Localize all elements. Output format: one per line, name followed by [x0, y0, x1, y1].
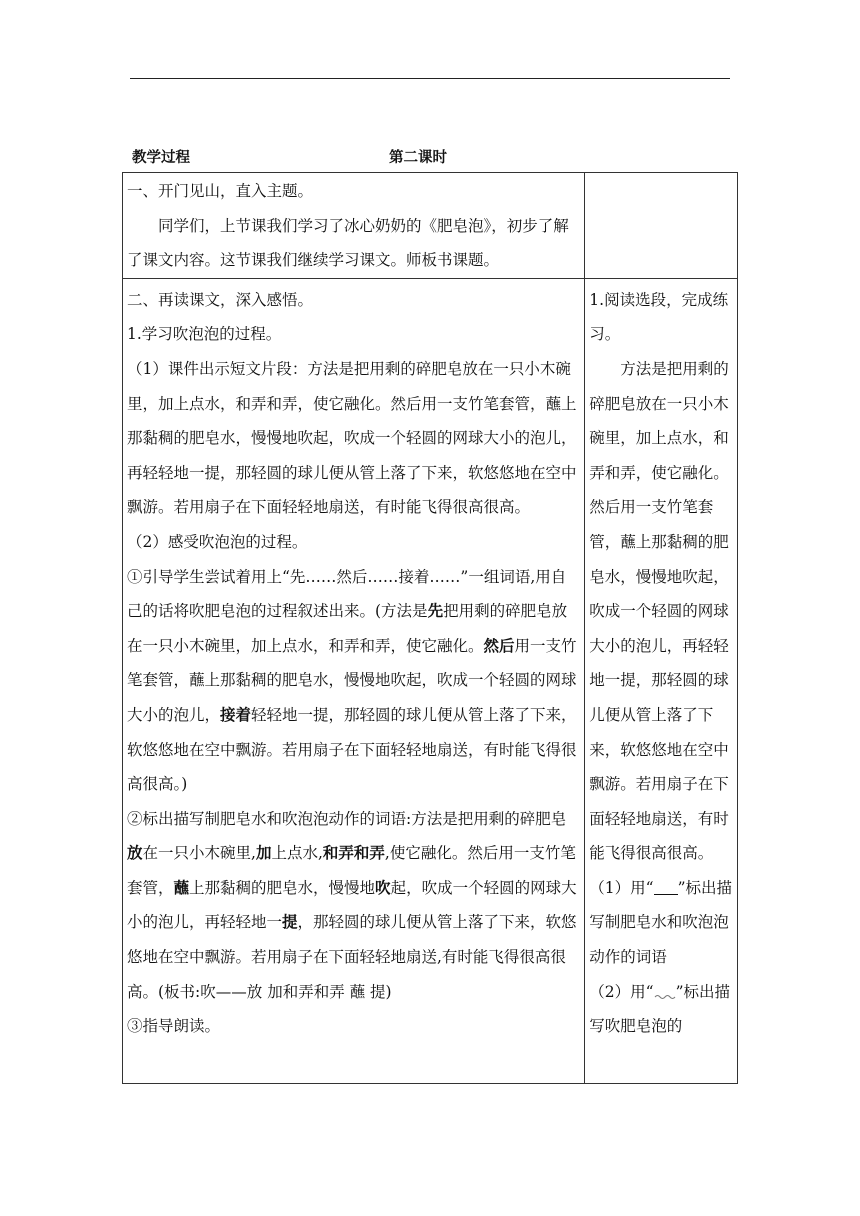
verb-stir: 和弄和弄 [322, 843, 385, 863]
exercise-question-1 [589, 871, 733, 975]
verb-put: 放 [127, 843, 143, 863]
header-rule [130, 78, 730, 79]
text-run: ”标出描写吹肥皂泡的 [589, 982, 731, 1036]
text-run: 起，吹成一个轻圆的网球大小的泡儿，再轻轻地一 [127, 878, 577, 932]
side-cell-exercise [585, 278, 738, 1083]
item-passage: （1）课件出示短文片段：方法是把用剩的碎肥皂放在一只小木碗里，加上点水，和弄和弄，使它融化。然后用一支竹笔套管，蘸上那黏稠的肥皂水，慢慢地吹起，吹成一个轻圆的网球大小的泡儿，再轻轻地一提，那轻圆的球儿便从管上落了下来，软悠悠地在空中飘游。若用扇子在下面轻轻地扇送，有时能飞得很高很高。 [127, 359, 577, 517]
section-heading [130, 146, 730, 168]
text-run: 上点水, [271, 844, 323, 863]
straight-underline-blank [654, 878, 678, 895]
table-row [123, 278, 738, 1083]
exercise-passage: 方法是把用剩的碎肥皂放在一只小木碗里，加上点水，和弄和弄，使它融化。然后用一支竹笔套管，蘸上那黏稠的肥皂水，慢慢地吹起，吹成一个轻圆的网球大小的泡儿，再轻轻地一提，那轻圆的球儿便从管上落了下来，软悠悠地在空中飘游。若用扇子在下面轻轻地扇送，有时能飞得很高很高。 [589, 359, 729, 863]
text-run: （1）用“ [589, 878, 654, 897]
verb-blow: 吹 [375, 877, 391, 897]
lesson-plan-table [122, 172, 738, 1084]
step-read-aloud: ③指导朗读。 [127, 1017, 221, 1036]
text-run: 把用剩的碎肥皂放在一只小木碗里，加上点水，和弄和弄，使它融化。 [127, 602, 568, 655]
text-run: 上那黏稠的肥皂水，慢慢地 [189, 878, 376, 897]
keyword-next: 接着 [220, 704, 252, 724]
main-cell-reading [123, 278, 585, 1083]
wavy-underline-blank [654, 983, 676, 999]
text-run: ,使它融化。然后用一支竹笔套管， [127, 844, 576, 897]
verb-lift: 提 [282, 912, 298, 932]
text-run: ”标出描写制肥皂水和吹泡泡动作的词语 [589, 878, 733, 967]
step-title: 二、再读课文，深入感悟。 [127, 290, 314, 309]
item-feel: （2）感受吹泡泡的过程。 [127, 532, 308, 551]
text-run: ②标出描写制肥皂水和吹泡泡动作的词语:方法是把用剩的碎肥皂 [127, 809, 567, 828]
keyword-first: 先 [427, 601, 444, 621]
verb-add: 加 [255, 843, 272, 863]
side-cell-intro [585, 173, 738, 279]
table-row [123, 173, 738, 279]
verb-dip: 蘸 [173, 877, 190, 897]
keyword-then: 然后 [483, 635, 515, 655]
exercise-title: 1.阅读选段，完成练习。 [589, 290, 729, 344]
sub-title: 1.学习吹泡泡的过程。 [127, 325, 282, 344]
text-run: ，那轻圆的球儿便从管上落了下来，软悠悠地在空中飘游。若用扇子在下面轻轻地扇送,有时能飞得很高很高。(板书:吹——放 加和弄和弄 蘸 提) [127, 913, 577, 1001]
exercise-question-2 [589, 975, 733, 1044]
step-narrate [127, 560, 580, 802]
section-label: 教学过程 [132, 149, 190, 166]
text-run: 在一只小木碗里, [142, 844, 256, 863]
lesson-title: 第二课时 [389, 149, 447, 166]
step-mark-verbs [127, 802, 580, 1010]
main-cell-intro [123, 173, 585, 279]
step-title: 一、开门见山，直入主题。 [127, 182, 314, 200]
text-run: （2）用“ [589, 982, 654, 1001]
text-run: 轻轻地一提，那轻圆的球儿便从管上落了下来，软悠悠地在空中飘游。若用扇子在下面轻轻地扇送，有时能飞得很高很高。) [127, 705, 577, 794]
intro-paragraph: 同学们，上节课我们学习了冰心奶奶的《肥皂泡》，初步了解了课文内容。这节课我们继续学习课文。师板书课题。 [127, 216, 569, 270]
text-run: ①引导学生尝试着用上“先……然后……接着……”一组词语,用自己的话将吹肥皂泡的过程叙述出来。(方法是 [127, 567, 567, 621]
text-run: 用一支竹笔套管，蘸上那黏稠的肥皂水，慢慢地吹起，吹成一个轻圆的网球大小的泡儿， [127, 636, 577, 724]
